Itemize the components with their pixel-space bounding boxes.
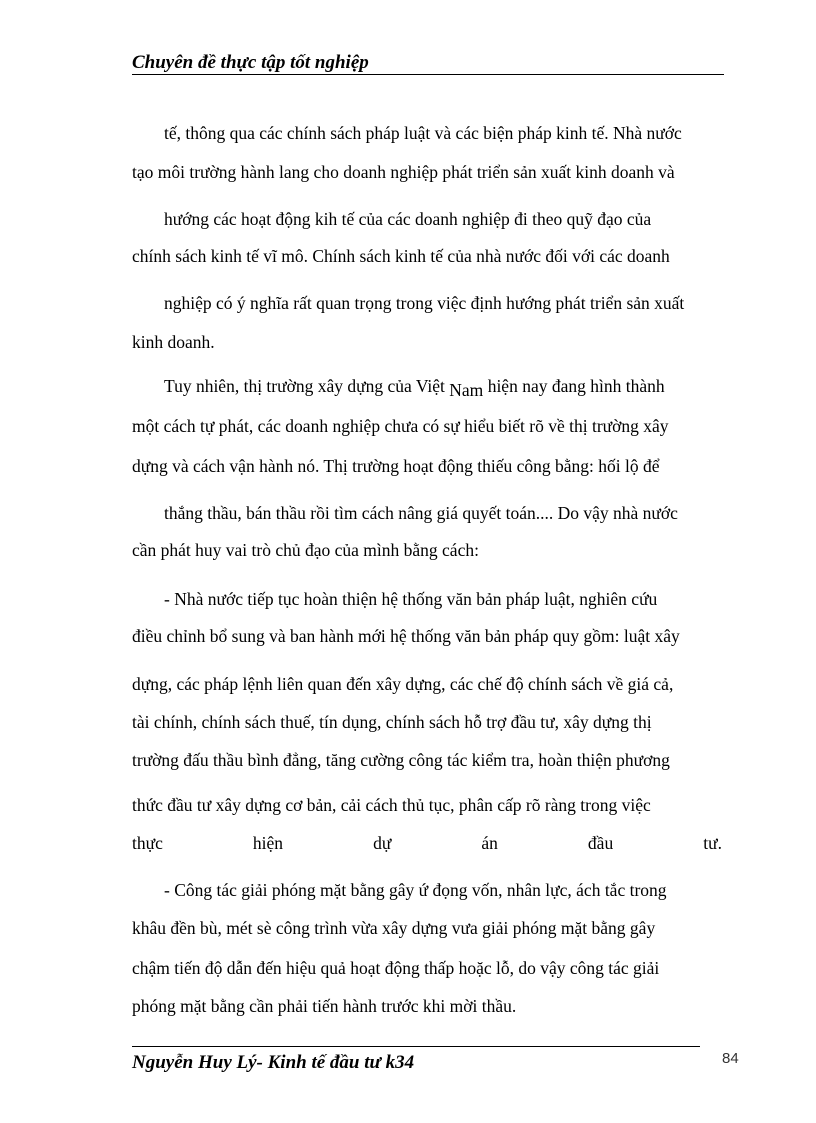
text-line: tài chính, chính sách thuế, tín dụng, chính sách hỗ trợ đầu tư, xây dựng thị	[132, 712, 652, 732]
text-line: hướng các hoạt động kih tế của các doanh nghiệp đi theo quỹ đạo của	[164, 209, 652, 229]
text-line: nghiệp có ý nghĩa rất quan trọng trong việc định hướng phát triển sản xuất	[164, 293, 685, 313]
word: dự	[373, 833, 392, 853]
text-line: một cách tự phát, các doanh nghiệp chưa có sự hiểu biết rõ về thị trường xây	[132, 416, 669, 436]
text-line: trường đấu thầu bình đẳng, tăng cường công tác kiểm tra, hoàn thiện phương	[132, 750, 670, 770]
text-line: thắng thầu, bán thầu rồi tìm cách nâng giá quyết toán.... Do vậy nhà nước	[164, 503, 678, 523]
word: án	[481, 833, 498, 853]
text-line: chậm tiến độ dẫn đến hiệu quả hoạt động thấp hoặc lỗ, do vậy công tác giải	[132, 958, 660, 978]
footer-author: Nguyễn Huy Lý- Kinh tế đầu tư k34	[132, 1052, 415, 1073]
text-segment: hiện nay đang hình thành	[487, 376, 665, 396]
page-number: 84	[722, 1050, 739, 1067]
text-line: phóng mặt bằng cần phải tiến hành trước khi mời thầu.	[132, 996, 517, 1016]
word: đầu	[587, 833, 614, 853]
text-segment: Tuy nhiên, thị trường xây dựng của Việt	[164, 376, 445, 396]
footer-rule	[132, 1046, 700, 1047]
header-title: Chuyên đề thực tập tốt nghiệp	[132, 52, 369, 73]
text-line: kinh doanh.	[132, 332, 215, 352]
text-line: dựng và cách vận hành nó. Thị trường hoạt động thiếu công bằng: hối lộ để	[132, 456, 660, 476]
text-line: tế, thông qua các chính sách pháp luật và các biện pháp kinh tế. Nhà nước	[164, 123, 682, 143]
word: tư.	[703, 833, 722, 853]
text-line: điều chỉnh bổ sung và ban hành mới hệ thống văn bản pháp quy gồm: luật xây	[132, 626, 680, 646]
text-line: khâu đền bù, mét sè công trình vừa xây dựng vưa giải phóng mặt bằng gây	[132, 918, 656, 938]
text-line: dựng, các pháp lệnh liên quan đến xây dựng, các chế độ chính sách về giá cả,	[132, 674, 674, 694]
text-line: tạo môi trường hành lang cho doanh nghiệp phát triển sản xuất kinh doanh và	[132, 162, 675, 182]
word: hiện	[252, 833, 284, 853]
bullet-line: - Công tác giải phóng mặt bằng gây ứ đọng vốn, nhân lực, ách tắc trong	[164, 880, 667, 900]
justified-line	[132, 835, 722, 853]
word: thực	[132, 833, 163, 853]
subscript-text: Nam	[449, 380, 484, 400]
text-line: chính sách kinh tế vĩ mô. Chính sách kinh tế của nhà nước đối với các doanh	[132, 246, 670, 266]
header-rule	[132, 74, 724, 75]
text-line: thức đầu tư xây dựng cơ bản, cải cách thủ tục, phân cấp rõ ràng trong việc	[132, 795, 651, 815]
bullet-line: - Nhà nước tiếp tục hoàn thiện hệ thống văn bản pháp luật, nghiên cứu	[164, 589, 658, 609]
text-line	[164, 376, 665, 400]
text-line: cần phát huy vai trò chủ đạo của mình bằng cách:	[132, 540, 479, 560]
